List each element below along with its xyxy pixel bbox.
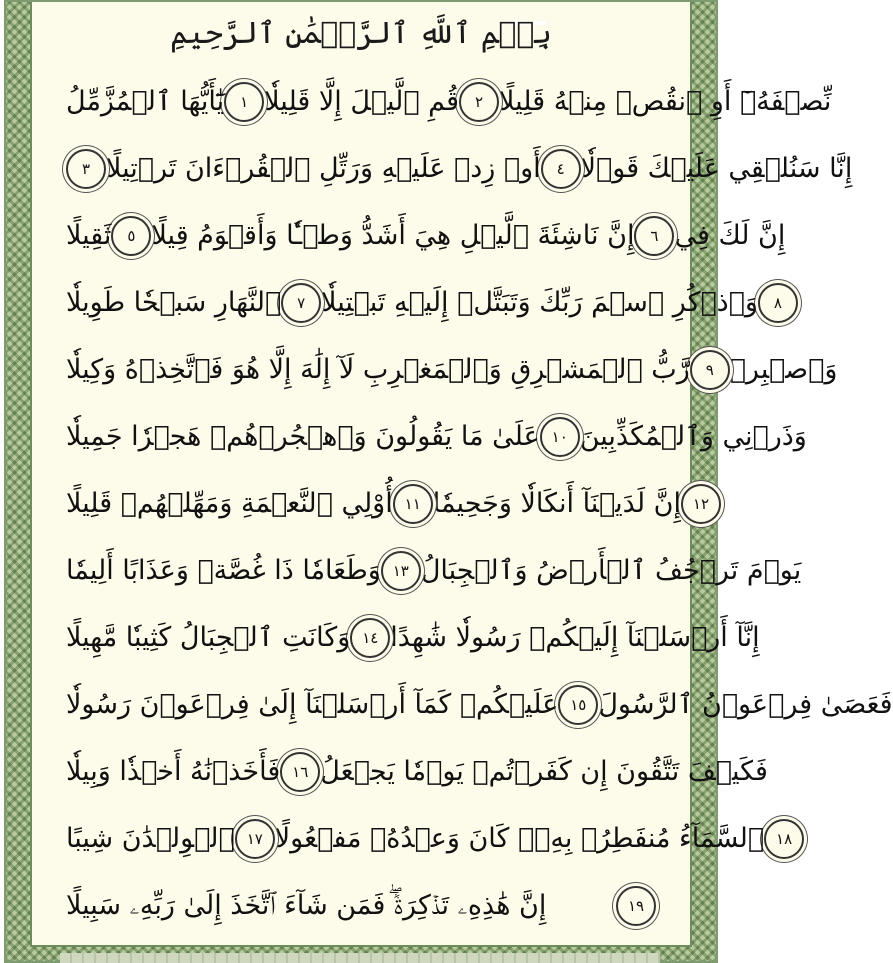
ayah-number-marker: ١٥ xyxy=(558,685,598,725)
text-line xyxy=(66,604,760,671)
ayah-number-marker: ١٠ xyxy=(540,417,580,457)
verse-text: وَكَانَتِ ٱلۡجِبَالُ كَثِيبٗا مَّهِيلًا xyxy=(66,622,351,653)
verse-text: فَأَخَذۡنَٰهُ أَخۡذٗا وَبِيلٗا xyxy=(66,756,281,787)
text-line xyxy=(66,671,893,738)
text-line xyxy=(66,805,793,872)
verse-text: ٱلسَّمَآءُ مُنفَطِرُۢ بِهِۦۚ كَانَ وَعۡدُهُۥ مَفۡعُولًا xyxy=(274,823,765,854)
text-line xyxy=(66,336,838,403)
verse-text: ثَقِيلًا xyxy=(66,220,112,251)
verse-text: رَّبُّ ٱلۡمَشۡرِقِ وَٱلۡمَغۡرِبِ لَآ إِلَٰهَ إِلَّا هُوَ فَٱتَّخِذۡهُ وَكِيلٗا xyxy=(66,354,690,385)
ayah-number-marker: ٨ xyxy=(758,283,798,323)
verse-text: إِنَّآ أَرۡسَلۡنَآ إِلَيۡكُمۡ رَسُولٗا شَٰهِدًا xyxy=(390,622,760,653)
verse-text: وَذَرۡنِي وَٱلۡمُكَذِّبِينَ xyxy=(579,421,807,452)
text-line xyxy=(66,470,710,537)
text-line xyxy=(66,403,807,470)
verse-text: يَوۡمَ تَرۡجُفُ ٱلۡأَرۡضُ وَٱلۡجِبَالُ xyxy=(420,555,802,586)
ayah-number-marker: ٧ xyxy=(281,283,321,323)
verse-text: أُوْلِي ٱلنَّعۡمَةِ وَمَهِّلۡهُمۡ قَلِيلًا xyxy=(66,488,393,519)
verse-text: إِنَّ لَدَيۡنَآ أَنكَالٗا وَجَحِيمٗا xyxy=(432,488,681,519)
verse-text: وَطَعَامٗا ذَا غُصَّةٖ وَعَذَابًا أَلِيمٗا xyxy=(66,555,381,586)
ayah-number-marker: ١٩ xyxy=(616,886,656,926)
text-line xyxy=(66,135,853,202)
verse-text: وَٱذۡكُرِ ٱسۡمَ رَبِّكَ وَتَبَتَّلۡ إِلَيۡهِ تَبۡتِيلٗا xyxy=(321,287,758,318)
text-line xyxy=(66,738,768,805)
ayah-number-marker: ١ xyxy=(224,82,264,122)
verse-text: يَٰٓأَيُّهَا ٱلۡمُزَّمِّلُ xyxy=(66,86,225,117)
verse-text: قُمِ ٱلَّيۡلَ إِلَّا قَلِيلٗا xyxy=(264,86,460,117)
text-line xyxy=(66,872,656,939)
bismillah: بِسۡمِ ٱللَّهِ ٱلرَّحۡمَٰنِ ٱلرَّحِيمِ xyxy=(170,16,552,51)
ayah-number-marker: ٤ xyxy=(541,149,581,189)
verse-text: أَوۡ زِدۡ عَلَيۡهِ وَرَتِّلِ ٱلۡقُرۡءَانَ تَرۡتِيلًا xyxy=(106,153,541,184)
text-line xyxy=(66,269,782,336)
ayah-number-marker: ١٢ xyxy=(681,484,721,524)
decorative-frame xyxy=(4,0,893,963)
ayah-number-marker: ٢ xyxy=(459,82,499,122)
ayah-number-marker: ٦ xyxy=(634,216,674,256)
ayah-number-marker: ١٦ xyxy=(280,752,320,792)
text-area xyxy=(30,2,893,947)
verse-text: إِنَّ لَكَ فِي xyxy=(674,220,786,251)
verse-text: نِّصۡفَهُۥٓ أَوِ ٱنقُصۡ مِنۡهُ قَلِيلًا xyxy=(499,86,832,117)
ayah-number-marker: ١٤ xyxy=(350,618,390,658)
text-line xyxy=(66,202,786,269)
ayah-number-marker: ٣ xyxy=(66,149,106,189)
verse-text: إِنَّا سَنُلۡقِي عَلَيۡكَ قَوۡلٗا xyxy=(580,153,853,184)
ayah-number-marker: ٥ xyxy=(111,216,151,256)
verse-text: إِنَّ نَاشِئَةَ ٱلَّيۡلِ هِيَ أَشَدُّ وَطۡـٔٗا وَأَقۡوَمُ قِيلًا xyxy=(151,220,635,251)
verse-text: عَلَيۡكُمۡ كَمَآ أَرۡسَلۡنَآ إِلَىٰ فِرۡعَوۡنَ رَسُولٗا xyxy=(66,689,559,720)
verse-text: عَلَىٰ مَا يَقُولُونَ وَٱهۡجُرۡهُمۡ هَجۡرٗا جَمِيلٗا xyxy=(66,421,540,452)
surah-header xyxy=(32,8,690,60)
ayah-number-marker: ١٧ xyxy=(235,819,275,859)
verse-text: وَٱصۡبِرۡ xyxy=(729,354,838,385)
verse-text: فَكَيۡفَ تَتَّقُونَ إِن كَفَرۡتُمۡ يَوۡمٗا يَجۡعَلُ xyxy=(320,756,768,787)
ayah-number-marker: ٩ xyxy=(690,350,730,390)
verse-text: فَعَصَىٰ فِرۡعَوۡنُ ٱلرَّسُولَ xyxy=(598,689,893,720)
ayah-number-marker: ١١ xyxy=(393,484,433,524)
verse-lines xyxy=(66,68,893,939)
text-line xyxy=(66,68,832,135)
verse-text: ٱلۡوِلۡدَٰنَ شِيبًا xyxy=(66,823,235,854)
verse-text: إِنَّ هَٰذِهِۦ تَذۡكِرَةٞۖ فَمَن شَآءَ ٱتَّخَذَ إِلَىٰ رَبِّهِۦ سَبِيلًا xyxy=(66,889,547,921)
ayah-number-marker: ١٣ xyxy=(381,551,421,591)
text-line xyxy=(66,537,802,604)
bottom-border-strip xyxy=(60,953,660,963)
verse-text: ٱلنَّهَارِ سَبۡحٗا طَوِيلٗا xyxy=(66,287,282,318)
ayah-number-marker: ١٨ xyxy=(764,819,804,859)
